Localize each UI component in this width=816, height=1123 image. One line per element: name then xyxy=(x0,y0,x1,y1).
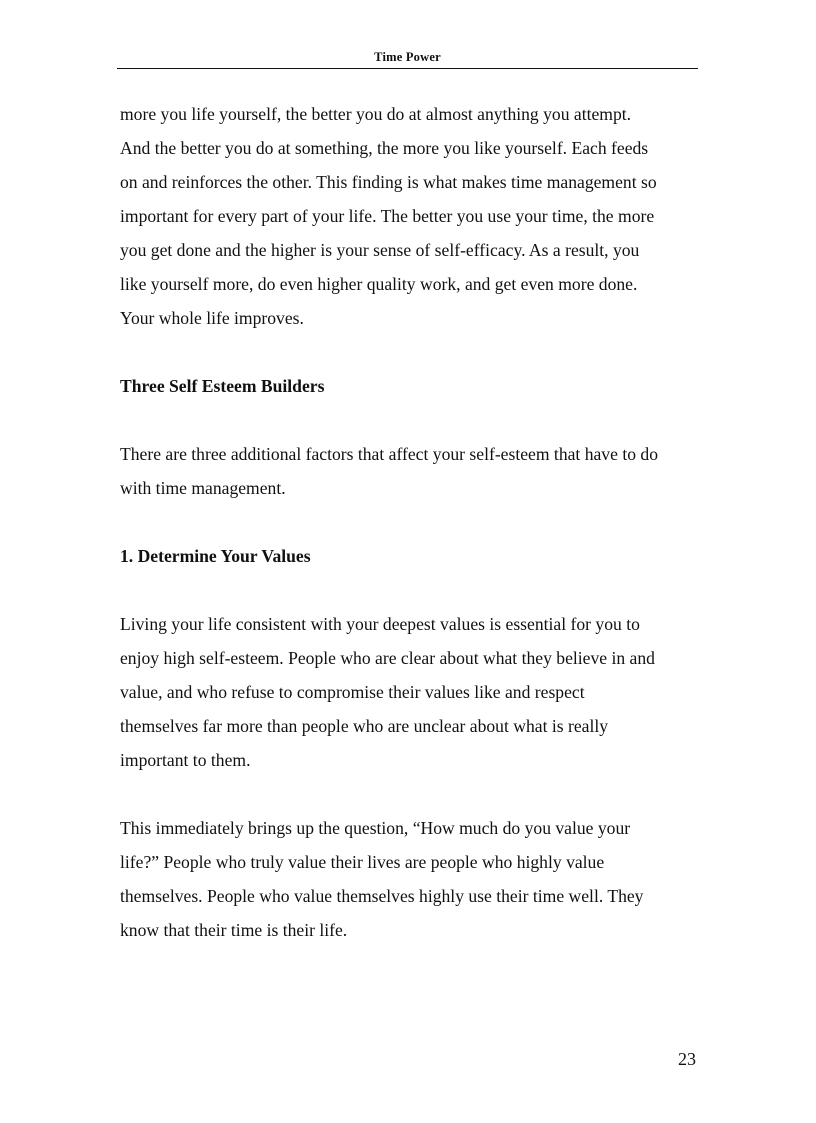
text-line: themselves far more than people who are unclear about what is really xyxy=(120,716,609,736)
page-number: 23 xyxy=(678,1049,696,1069)
text-line: know that their time is their life. xyxy=(120,920,348,940)
paragraph-value-your-life xyxy=(120,811,700,947)
text-line: life?” People who truly value their lives are people who highly value xyxy=(120,852,605,872)
text-line: enjoy high self-esteem. People who are clear about what they believe in and xyxy=(120,648,655,668)
paragraph-self-efficacy xyxy=(120,97,700,335)
text-line: Living your life consistent with your deepest values is essential for you to xyxy=(120,614,640,634)
text-line: with time management. xyxy=(120,478,286,498)
text-line: There are three additional factors that affect your self-esteem that have to do xyxy=(120,444,658,464)
paragraph-deepest-values xyxy=(120,607,700,777)
text-line: more you life yourself, the better you do at almost anything you attempt. xyxy=(120,104,632,124)
paragraph-spacer xyxy=(120,505,700,539)
text-line: important for every part of your life. The better you use your time, the more xyxy=(120,206,655,226)
paragraph-spacer xyxy=(120,573,700,607)
running-header-title: Time Power xyxy=(374,50,441,64)
page-body xyxy=(120,97,700,947)
text-line: This immediately brings up the question, “How much do you value your xyxy=(120,818,631,838)
header-divider xyxy=(117,68,698,69)
section-heading-determine-values: 1. Determine Your Values xyxy=(120,546,311,566)
text-line: important to them. xyxy=(120,750,251,770)
text-line: you get done and the higher is your sense of self-efficacy. As a result, you xyxy=(120,240,640,260)
paragraph-spacer xyxy=(120,777,700,811)
paragraph-additional-factors xyxy=(120,437,700,505)
text-line: value, and who refuse to compromise their values like and respect xyxy=(120,682,585,702)
paragraph-spacer xyxy=(120,335,700,369)
text-line: And the better you do at something, the more you like yourself. Each feeds xyxy=(120,138,649,158)
paragraph-spacer xyxy=(120,403,700,437)
text-line: themselves. People who value themselves highly use their time well. They xyxy=(120,886,644,906)
section-heading-self-esteem-builders: Three Self Esteem Builders xyxy=(120,376,325,396)
text-line: on and reinforces the other. This finding is what makes time management so xyxy=(120,172,657,192)
text-line: Your whole life improves. xyxy=(120,308,304,328)
text-line: like yourself more, do even higher quality work, and get even more done. xyxy=(120,274,638,294)
